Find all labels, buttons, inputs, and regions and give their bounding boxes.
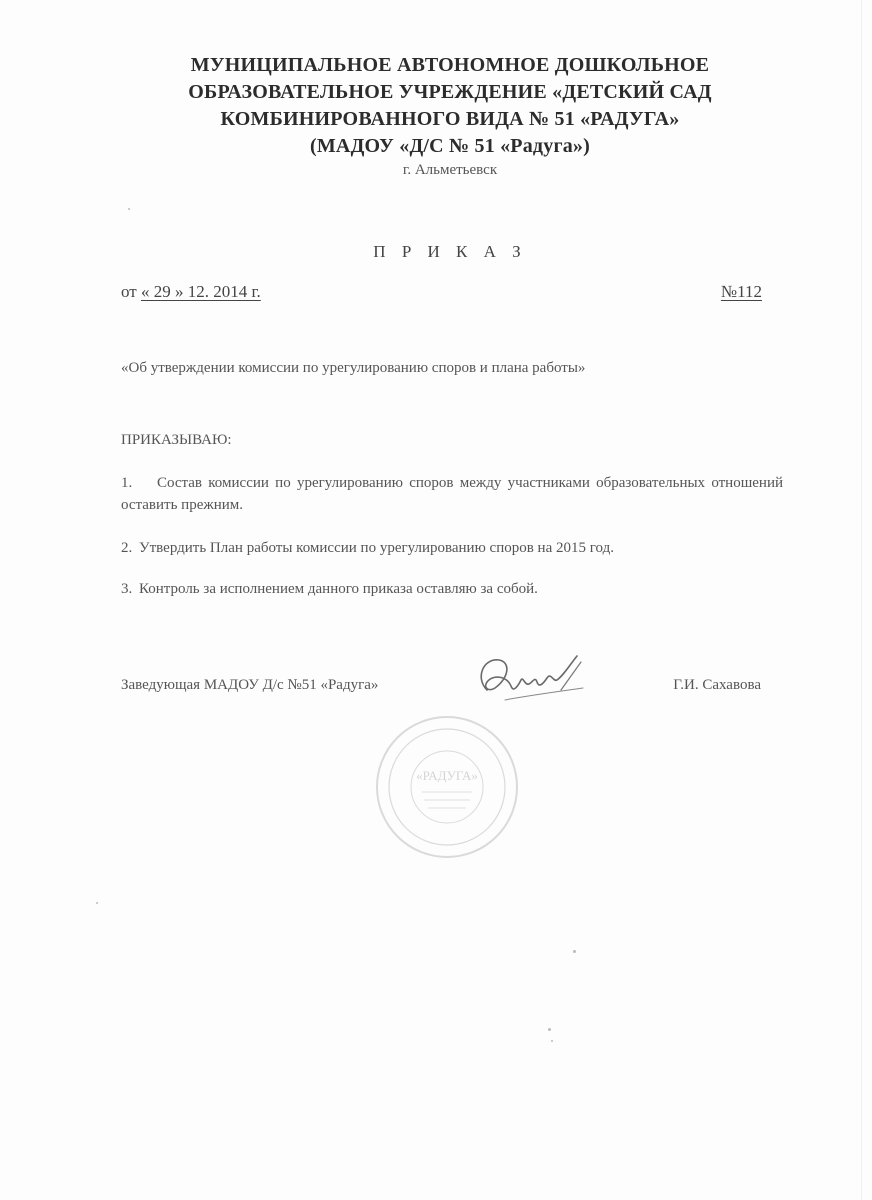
item-number: 3. xyxy=(121,581,133,597)
org-short-name: (МАДОУ «Д/С № 51 «Радуга») xyxy=(310,135,590,157)
order-keyword: ПРИКАЗЫВАЮ: xyxy=(121,432,232,448)
document-date xyxy=(121,282,261,302)
scan-speck xyxy=(128,208,130,210)
org-name-line-1: МУНИЦИПАЛЬНОЕ АВТОНОМНОЕ ДОШКОЛЬНОЕ xyxy=(190,54,710,76)
handwritten-signature xyxy=(465,648,595,713)
item-number: 2. xyxy=(121,540,133,556)
signer-name: Г.И. Сахавова xyxy=(673,677,761,693)
document-subject: «Об утверждении комиссии по урегулированию споров и плана работы» xyxy=(121,360,586,376)
item-text: Контроль за исполнением данного приказа оставляю за собой. xyxy=(139,581,538,597)
city-name: г. Альметьевск xyxy=(402,162,498,178)
item-text: Утвердить План работы комиссии по урегулированию споров на 2015 год. xyxy=(139,540,614,556)
date-prefix: от xyxy=(121,282,137,301)
order-item-3 xyxy=(121,578,783,600)
scan-speck xyxy=(573,950,576,953)
stamp-center-text: «РАДУГА» xyxy=(416,768,478,783)
document-number: №112 xyxy=(720,282,762,301)
scan-speck xyxy=(551,1040,553,1042)
document-title: П Р И К А З xyxy=(373,242,527,261)
order-item-1 xyxy=(121,472,783,516)
item-text: Состав комиссии по урегулированию споров между участниками образовательных отношений оставить прежним. xyxy=(121,475,783,513)
scan-edge xyxy=(861,0,862,1200)
scan-speck xyxy=(548,1028,551,1031)
item-number: 1. xyxy=(121,475,133,491)
order-item-2 xyxy=(121,537,783,559)
org-name-line-3: КОМБИНИРОВАННОГО ВИДА № 51 «РАДУГА» xyxy=(220,108,680,130)
official-stamp xyxy=(372,712,522,862)
date-value: « 29 » 12. 2014 г. xyxy=(140,282,261,301)
org-name-line-2: ОБРАЗОВАТЕЛЬНОЕ УЧРЕЖДЕНИЕ «ДЕТСКИЙ САД xyxy=(188,81,712,103)
organization-header xyxy=(0,52,872,180)
signer-position: Заведующая МАДОУ Д/с №51 «Радуга» xyxy=(121,677,379,693)
scan-speck xyxy=(96,902,98,904)
